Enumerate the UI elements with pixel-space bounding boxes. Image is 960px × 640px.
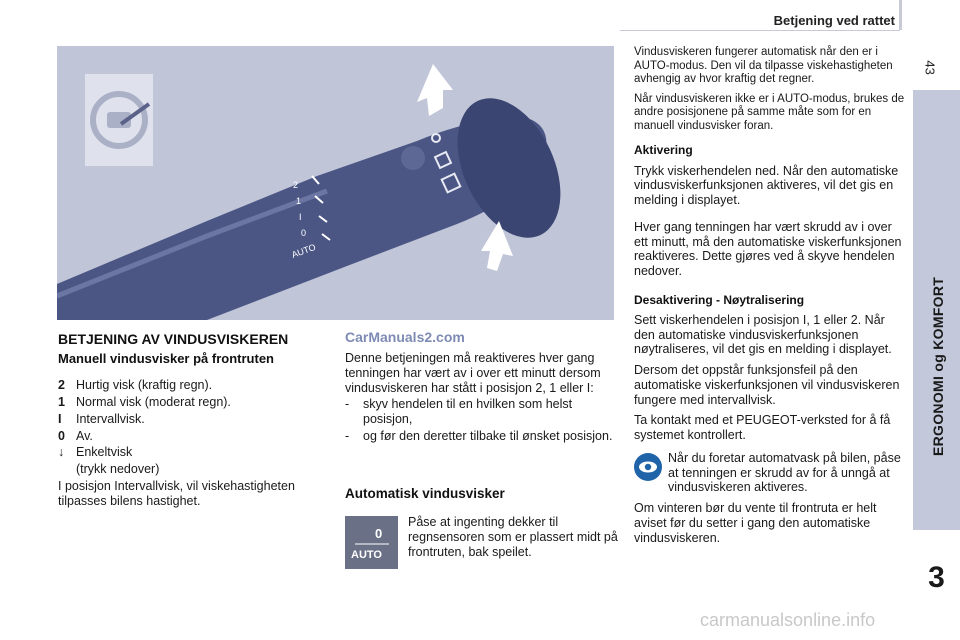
chapter-number: 3 bbox=[928, 561, 945, 594]
position-text: Enkeltvisk bbox=[76, 445, 133, 460]
position-key: I bbox=[58, 411, 62, 426]
position-text: Normal visk (moderat regn). bbox=[76, 395, 231, 410]
position-item bbox=[58, 395, 333, 410]
reactivation-intro: Denne betjeningen må reaktiveres hver gang tenningen har vært av i over ett minutt dersom vindusviskeren har stått i posisjon 2, 1 eller I: bbox=[345, 351, 601, 395]
position-item bbox=[58, 445, 333, 460]
position-text: Av. bbox=[76, 428, 93, 443]
position-item bbox=[58, 412, 333, 427]
auto-icon-zero: 0 bbox=[375, 526, 383, 541]
wiper-stalk-illustration bbox=[57, 46, 614, 320]
deactivation-heading: Desaktivering - Nøytralisering bbox=[634, 292, 805, 307]
eye-icon bbox=[634, 453, 662, 481]
reactivation-step-text: og før den deretter tilbake til ønsket posisjon. bbox=[363, 428, 613, 443]
winter-paragraph: Om vinteren bør du vente til frontruta er helt aviset før du setter i gang den automatiske vindusviskeren. bbox=[634, 501, 877, 545]
activation-paragraph: Trykk viskerhendelen ned. Når den automatiske vindusviskerfunksjonen aktiveres, vil det gis en melding i displayet. bbox=[634, 163, 899, 208]
right-column bbox=[634, 46, 906, 545]
scale-label: 2 bbox=[293, 180, 299, 190]
carwash-note bbox=[634, 451, 906, 495]
position-key: 1 bbox=[58, 395, 65, 410]
activation-heading: Aktivering bbox=[634, 143, 693, 158]
chapter-label: ERGONOMI og KOMFORT bbox=[930, 276, 946, 456]
section-title: BETJENING AV VINDUSVISKEREN bbox=[58, 331, 289, 347]
page-number: 43 bbox=[922, 60, 938, 75]
manual-wiper-section bbox=[58, 351, 333, 508]
auto-mode-icon bbox=[345, 516, 398, 569]
position-item bbox=[58, 429, 333, 444]
header-tick bbox=[899, 0, 902, 30]
header-title: Betjening ved rattet bbox=[773, 13, 895, 28]
arrow-up-icon bbox=[417, 64, 453, 116]
position-text: Hurtig visk (kraftig regn). bbox=[76, 378, 213, 393]
reactivation-step: - skyv hendelen til en hvilken som helst posisjon, bbox=[345, 397, 615, 427]
auto-icon-label: AUTO bbox=[351, 549, 382, 561]
automatic-heading: Automatisk vindusvisker bbox=[345, 486, 505, 501]
steering-wheel-icon bbox=[85, 74, 153, 166]
header-rule bbox=[620, 30, 900, 31]
scale-label: 0 bbox=[301, 228, 307, 238]
automatic-text: Påse at ingenting dekker til regnsensoren som er plassert midt på frontruten, bak speilet. bbox=[408, 515, 618, 559]
scale-label: 1 bbox=[296, 196, 302, 206]
auto-mode-paragraph: Vindusviskeren fungerer automatisk når den er i AUTO-modus. Den vil da tilpasse viskehastigheten avhengig av hvor kraftig det regner. bbox=[634, 46, 893, 86]
carwash-note-text: Når du foretar automatvask på bilen, påse at tenningen er skrudd av for å unngå at vindusviskeren aktiveres. bbox=[668, 450, 901, 495]
position-key: 2 bbox=[58, 378, 65, 393]
position-key: ↓ bbox=[58, 445, 65, 460]
scale-label: I bbox=[299, 212, 302, 222]
malfunction-paragraph: Dersom det oppstår funksjonsfeil på den automatiske viskerfunksjonen vil vindusviskeren fungere med intervallvisk. bbox=[634, 363, 900, 407]
footer-watermark: carmanualsonline.info bbox=[700, 610, 876, 630]
reactivation-section bbox=[345, 351, 615, 444]
activation-reset-paragraph: Hver gang tenningen har vært skrudd av i over ett minutt, må den automatiske viskerfunksjonen reaktiveres. Dette gjøres ved å skyve hendelen nedover. bbox=[634, 219, 902, 279]
site-watermark: CarManuals2.com bbox=[345, 329, 465, 345]
interval-note: I posisjon Intervallvisk, vil viskehastigheten tilpasses bilens hastighet. bbox=[58, 478, 295, 508]
reactivation-step-text: skyv hendelen til en hvilken som helst posisjon, bbox=[363, 397, 573, 426]
position-subtext: (trykk nedover) bbox=[76, 462, 160, 477]
non-auto-paragraph: Når vindusviskeren ikke er i AUTO-modus, brukes de andre posisjonene på samme måte som for en manuell vindusvisker foran. bbox=[634, 92, 905, 132]
wiper-stalk-drawing bbox=[57, 46, 614, 320]
position-item bbox=[58, 378, 333, 393]
manual-heading: Manuell vindusvisker på frontruten bbox=[58, 351, 274, 366]
deactivation-paragraph: Sett viskerhendelen i posisjon I, 1 eller 2. Når den automatiske vindusviskerfunksjonen nøytraliseres, vil det gis en melding i displayet. bbox=[634, 312, 892, 357]
position-key: 0 bbox=[58, 428, 65, 443]
dealer-paragraph: Ta kontakt med et PEUGEOT-verksted for å få systemet kontrollert. bbox=[634, 413, 891, 443]
reactivation-step: - og før den deretter tilbake til ønsket posisjon. bbox=[345, 428, 613, 443]
scale-auto-label: AUTO bbox=[290, 241, 318, 260]
position-text: Intervallvisk. bbox=[76, 411, 145, 426]
